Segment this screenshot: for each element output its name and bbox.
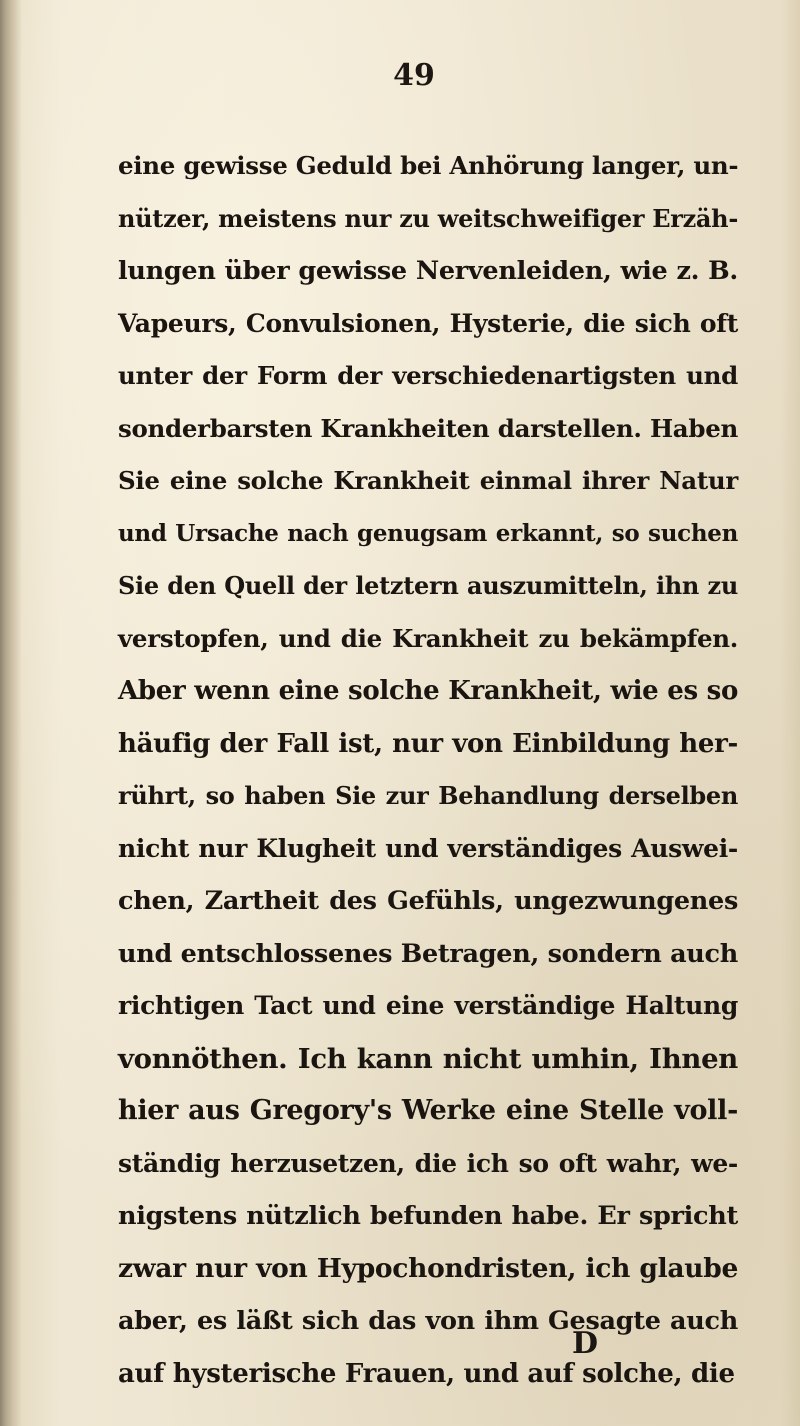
text-line: eine gewisse Geduld bei Anhörung langer, un- (118, 151, 739, 180)
text-line: und entschlossenes Betragen, sondern auch (118, 938, 738, 969)
text-line: und Ursache nach genugsam erkannt, so suchen (118, 519, 738, 547)
text-line: Vapeurs, Convulsionen, Hysterie, die sich oft (118, 308, 738, 338)
text-line: hier aus Gregory's Werke eine Stelle voll- (118, 1095, 738, 1126)
text-line: rührt, so haben Sie zur Behandlung derselben (118, 781, 738, 810)
text-line: Sie den Quell der letztern auszumitteln, ihn zu (118, 571, 738, 600)
text-line: unter der Form der verschiedenartigsten und (118, 361, 738, 390)
text-line: auf hysterische Frauen, und auf solche, die (118, 1358, 735, 1389)
page-number: 49 (393, 58, 435, 93)
text-line: lungen über gewisse Nervenleiden, wie z. B. (118, 256, 738, 286)
text-line: nicht nur Klugheit und verständiges Auswei- (118, 833, 738, 863)
text-line: chen, Zartheit des Gefühls, ungezwungenes (118, 886, 738, 916)
text-line: ständig herzusetzen, die ich so oft wahr, we- (118, 1148, 738, 1178)
text-line: häufig der Fall ist, nur von Einbildung her- (118, 728, 738, 759)
text-line: zwar nur von Hypochondristen, ich glaube (118, 1252, 738, 1284)
text-line: aber, es läßt sich das von ihm Gesagte auch (118, 1306, 738, 1336)
signature-mark: D (572, 1326, 599, 1361)
body-text (118, 140, 738, 1400)
text-line: richtigen Tact und eine verständige Haltung (118, 991, 738, 1020)
text-line: sonderbarsten Krankheiten darstellen. Haben (118, 413, 738, 443)
text-line: Aber wenn eine solche Krankheit, wie es so (118, 676, 738, 706)
text-line: verstopfen, und die Krankheit zu bekämpfen. (118, 623, 738, 653)
text-line: nützer, meistens nur zu weitschweifiger Erzäh- (118, 203, 738, 233)
text-line: nigstens nützlich befunden habe. Er spricht (118, 1201, 738, 1231)
text-line: Sie eine solche Krankheit einmal ihrer Natur (118, 466, 738, 495)
text-line: vonnöthen. Ich kann nicht umhin, Ihnen (118, 1042, 738, 1075)
book-spine-shadow (0, 0, 22, 1426)
